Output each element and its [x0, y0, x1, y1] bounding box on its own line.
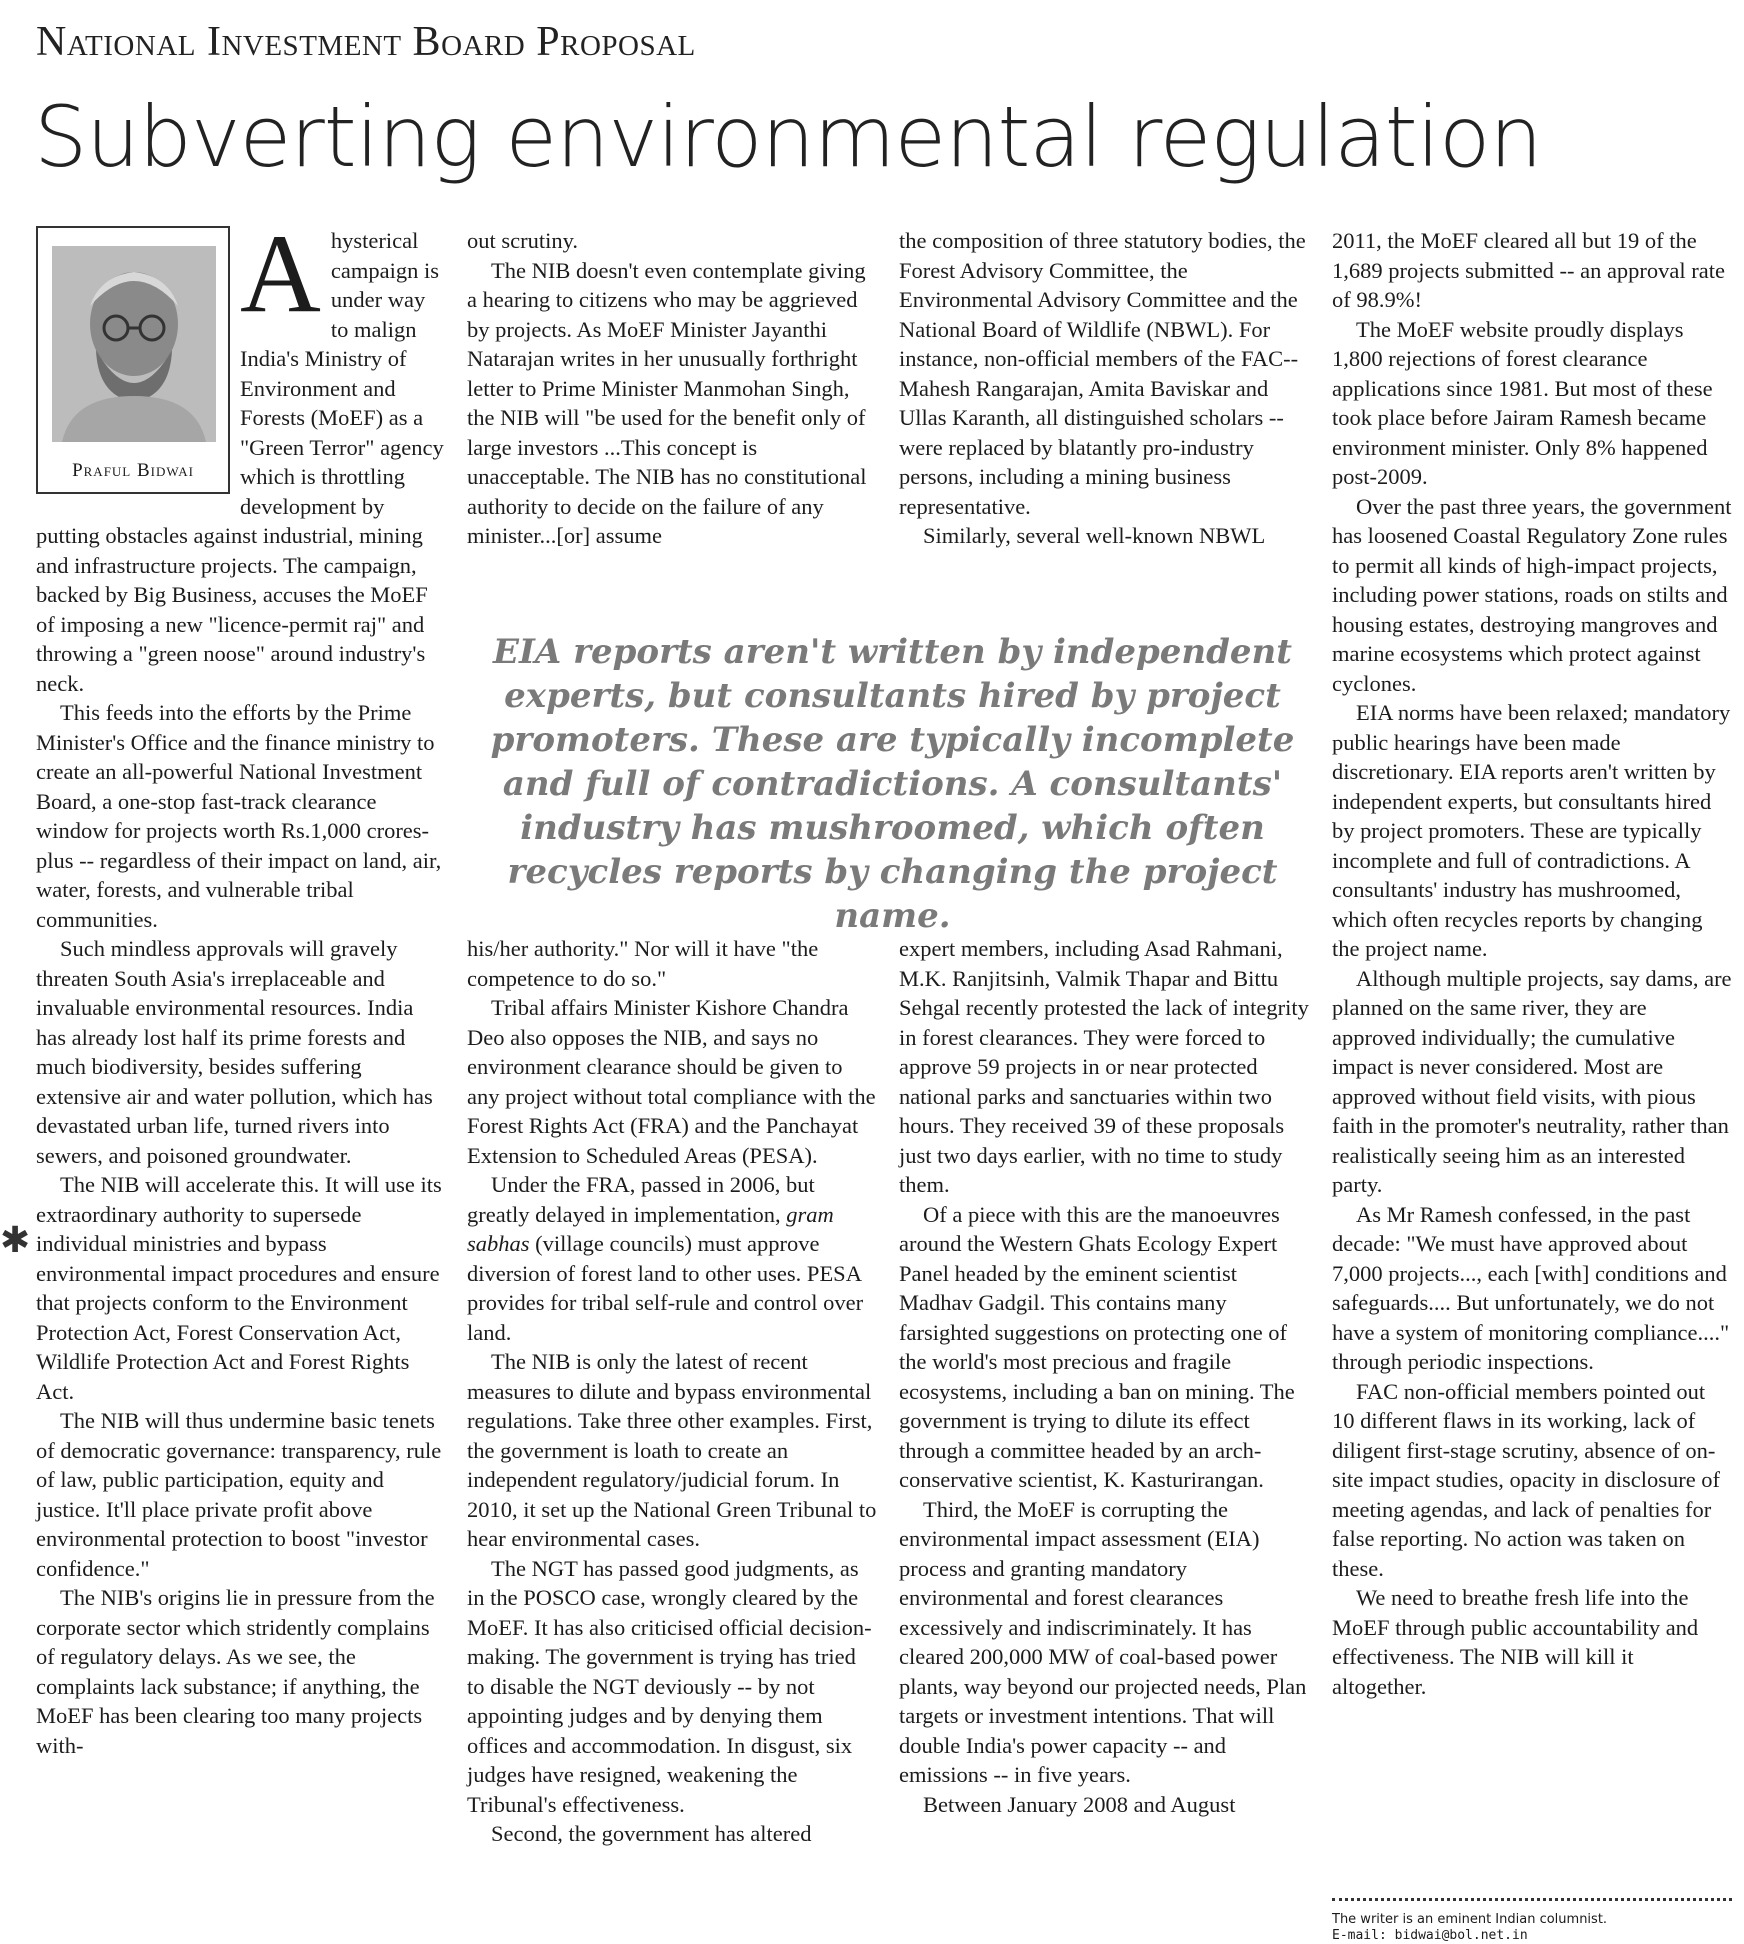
column-4: [1332, 226, 1732, 1701]
column-3-top: [899, 226, 1309, 551]
col1-p6: The NIB's origins lie in pressure from the corporate sector which stridently complains of regulatory delays. As we see, the complaints lack substance; if anything, the MoEF has been clearing too many projects with-: [36, 1585, 435, 1758]
headline: Subverting environmental regulation: [34, 88, 1542, 186]
byline: Praful Bidwai: [72, 460, 194, 481]
col2-bottom-p3: Under the FRA, passed in 2006, but greatly delayed in implementation, gram sabhas (village councils) must approve diversion of forest land to other uses. PESA provides for tribal self-rule and control over land.: [467, 1172, 864, 1345]
pull-quote: EIA reports aren't written by independent experts, but consultants hired by project promoters. These are typically incomplete and full of contradictions. A consultants' industry has mushroomed, which often recycles reports by changing the project name.: [490, 632, 1295, 936]
col3-bottom-p3: Third, the MoEF is corrupting the environmental impact assessment (EIA) process and granting mandatory environmental and forest clearances excessively and indiscriminately. It has cleared 200,000 MW of coal-based power plants, way beyond our projected needs, Plan targets or investment intentions. That will double India's power capacity -- and emissions -- in five years.: [899, 1496, 1307, 1787]
col2-bottom-p4: The NIB is only the latest of recent measures to dilute and bypass environmental regulations. Take three other examples. First, the government is loath to create an independent regulatory/judicial forum. In 2010, it set up the National Green Tribunal to hear environmental cases.: [467, 1349, 877, 1551]
col3-bottom-p1: expert members, including Asad Rahmani, M.K. Ranjitsinh, Valmik Thapar and Bittu Sehgal recently protested the lack of integrity in forest clearances. They were forced to approve 59 projects in or near protected national parks and sanctuaries within two hours. They received 39 of these proposals just two days earlier, with no time to study them.: [899, 936, 1309, 1197]
col4-p6: As Mr Ramesh confessed, in the past decade: "We must have approved about 7,000 projects..., each [with] conditions and safeguards.... But unfortunately, we do not have a system of monitoring compliance...." through periodic inspections.: [1332, 1201, 1730, 1374]
col2-bottom-p2: Tribal affairs Minister Kishore Chandra Deo also opposes the NIB, and says no environment clearance should be given to any project without total compliance with the Forest Rights Act (FRA) and the Panchayat Extension to Scheduled Areas (PESA).: [467, 995, 876, 1168]
author-photo-box: [36, 226, 230, 494]
col1-p4: The NIB will accelerate this. It will use its extraordinary authority to supersede individual ministries and bypass environmental impact procedures and ensure that projects conform to the Environment Protection Act, Forest Conservation Act, Wildlife Protection Act and Forest Rights Act.: [36, 1172, 442, 1404]
col4-p3: Over the past three years, the government has loosened Coastal Regulatory Zone rules to permit all kinds of high-impact projects, including power stations, roads on stilts and housing estates, destroying mangroves and marine ecosystems which protect against cyclones.: [1332, 493, 1732, 696]
col2-top-p2: The NIB doesn't even contemplate giving a hearing to citizens who may be aggrieved by projects. As MoEF Minister Jayanthi Natarajan writes in her unusually forthright letter to Prime Minister Manmohan Singh, the NIB will "be used for the benefit only of large investors ...This concept is unacceptable. The NIB has no constitutional authority to decide on the failure of any minister...[or] assume: [467, 257, 867, 548]
col1-p2: This feeds into the efforts by the Prime Minister's Office and the finance ministry to create an all-powerful National Investment Board, a one-stop fast-track clearance window for projects worth Rs.1,000 crores-plus -- regardless of their impact on land, air, water, forests, and vulnerable tribal communities.: [36, 700, 442, 932]
author-email: E-mail: bidwai@bol.net.in: [1332, 1928, 1528, 1943]
col1-p3: Such mindless approvals will gravely threaten South Asia's irreplaceable and invaluable environmental resources. India has already lost half its prime forests and much biodiversity, besides suffering extensive air and water pollution, which has devastated urban life, turned rivers into sewers, and poisoned groundwater.: [36, 936, 433, 1168]
author-portrait-icon: [52, 246, 216, 442]
author-note: [1332, 1912, 1732, 1944]
col3-bottom-p2: Of a piece with this are the manoeuvres around the Western Ghats Ecology Expert Panel headed by the eminent scientist Madhav Gadgil. This contains many farsighted suggestions on protecting one of the world's most precious and fragile ecosystems, including a ban on mining. The government is trying to dilute its effect through a committee headed by an arch-conservative scientist, K. Kasturirangan.: [899, 1201, 1295, 1492]
col4-p5: Although multiple projects, say dams, are planned on the same river, they are approved individually; the cumulative impact is never considered. Most are approved without field visits, with pious faith in the promoter's neutrality, rather than realistically seeing him as an interested party.: [1332, 965, 1732, 1197]
dropcap: A: [240, 212, 321, 336]
margin-mark: ✱: [0, 1220, 31, 1261]
col3-bottom-p4: Between January 2008 and August: [923, 1791, 1236, 1817]
col4-p4: EIA norms have been relaxed; mandatory public hearings have been made discretionary. EIA reports aren't written by independent experts, but consultants hired by project promoters. These are typically incomplete and full of contradictions. A consultants' industry has mushroomed, which often recycles reports by changing the project name.: [1332, 700, 1731, 961]
column-3-bottom: [899, 934, 1309, 1819]
footnote-divider: [1332, 1898, 1732, 1901]
col2-top-p1: out scrutiny.: [467, 228, 579, 253]
col2-bottom-p6: Second, the government has altered: [491, 1821, 812, 1846]
col3-top-p2: Similarly, several well-known NBWL: [923, 523, 1266, 548]
col3-top-p1: the composition of three statutory bodies, the Forest Advisory Committee, the Environmental Advisory Committee and the National Board of Wildlife (NBWL). For instance, non-official members of the FAC--Mahesh Rangarajan, Amita Baviskar and Ullas Karanth, all distinguished scholars -- were replaced by blatantly pro-industry persons, including a mining business representative.: [899, 228, 1306, 519]
column-2-bottom: [467, 934, 877, 1849]
col4-p7: FAC non-official members pointed out 10 different flaws in its working, lack of diligent first-stage scrutiny, absence of on-site impact studies, opacity in disclosure of meeting agendas, and lack of penalties for false reporting. No action was taken on these.: [1332, 1378, 1721, 1581]
col1-p5: The NIB will thus undermine basic tenets of democratic governance: transparency, rule of law, public participation, equity and justice. It'll place private profit above environmental protection to boost "investor confidence.": [36, 1408, 442, 1581]
col4-p8: We need to breathe fresh life into the MoEF through public accountability and effectiveness. The NIB will kill it altogether.: [1332, 1585, 1699, 1699]
col1-p1: Ahysterical campaign is under way to malign India's Ministry of Environment and Forests (MoEF) as a "Green Terror" agency which is throttling development by putting obstacles against industrial, mining and infrastructure projects. The campaign, backed by Big Business, accuses the MoEF of imposing a new "licence-permit raj" and throwing a "green noose" around industry's neck.: [36, 212, 444, 696]
column-2-top: [467, 226, 877, 551]
col4-p1: 2011, the MoEF cleared all but 19 of the 1,689 projects submitted -- an approval rate of 98.9%!: [1332, 228, 1726, 312]
author-note-line: The writer is an eminent Indian columnist.: [1332, 1912, 1608, 1927]
kicker: National Investment Board Proposal: [36, 19, 696, 65]
col4-p2: The MoEF website proudly displays 1,800 rejections of forest clearance applications since 1981. But most of these took place before Jairam Ramesh became environment minister. Only 8% happened post-2009.: [1332, 316, 1713, 489]
col2-bottom-p5: The NGT has passed good judgments, as in the POSCO case, wrongly cleared by the MoEF. It has also criticised official decision-making. The government is trying has tried to disable the NGT deviously -- by not appointing judges and by denying them offices and accommodation. In disgust, six judges have resigned, weakening the Tribunal's effectiveness.: [467, 1555, 872, 1817]
author-photo: [52, 246, 216, 442]
col2-bottom-p1: his/her authority." Nor will it have "the competence to do so.": [467, 936, 819, 991]
